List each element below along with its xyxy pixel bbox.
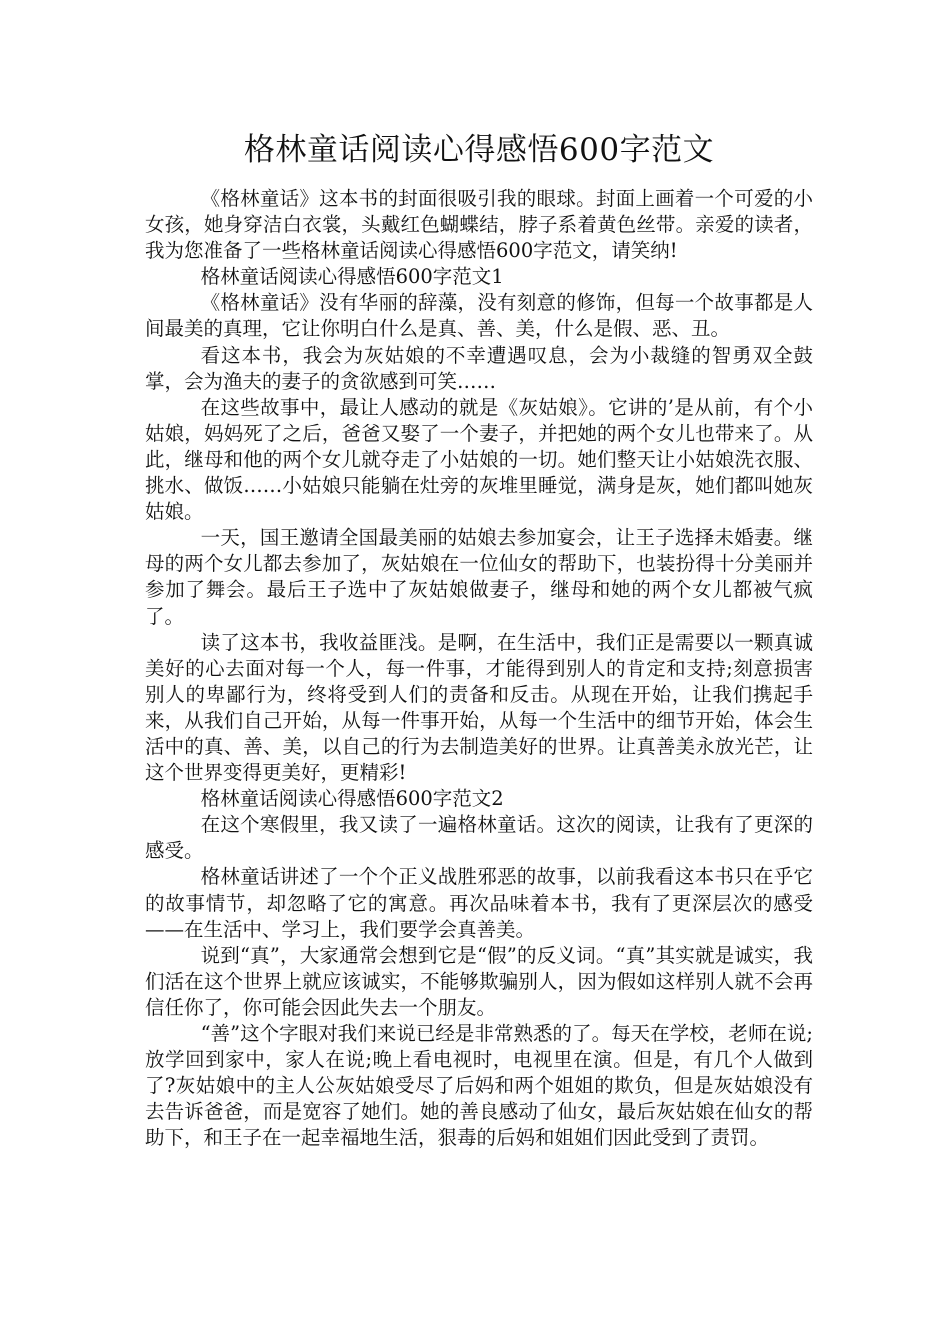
document-page <box>145 0 813 1151</box>
body-paragraph: “善”这个字眼对我们来说已经是非常熟悉的了。每天在学校，老师在说;放学回到家中，家人在说;晚上看电视时，电视里在演。但是，有几个人做到了?灰姑娘中的主人公灰姑娘受尽了后妈和两个姐姐的欺负，但是灰姑娘没有去告诉爸爸，而是宽容了她们。她的善良感动了仙女，最后灰姑娘在仙女的帮助下，和王子在一起幸福地生活，狠毒的后妈和姐姐们因此受到了责罚。 <box>145 1022 813 1150</box>
intro-paragraph: 《格林童话》这本书的封面很吸引我的眼球。封面上画着一个可爱的小女孩，她身穿洁白衣裳，头戴红色蝴蝶结，脖子系着黄色丝带。亲爱的读者，我为您准备了一些格林童话阅读心得感悟600字范文，请笑纳! <box>145 187 813 263</box>
body-paragraph: 读了这本书，我收益匪浅。是啊，在生活中，我们正是需要以一颗真诚美好的心去面对每一个人，每一件事，才能得到别人的肯定和支持;刻意损害别人的卑鄙行为，终将受到人们的责备和反击。从现在开始，让我们携起手来，从我们自己开始，从每一件事开始，从每一个生活中的细节开始，体会生活中的真、善、美，以自己的行为去制造美好的世界。让真善美永放光芒，让这个世界变得更美好，更精彩! <box>145 630 813 785</box>
document-title: 格林童话阅读心得感悟600字范文 <box>243 132 715 168</box>
body-paragraph: 看这本书，我会为灰姑娘的不幸遭遇叹息，会为小裁缝的智勇双全鼓掌，会为渔夫的妻子的贪欲感到可笑…… <box>145 343 813 393</box>
section-heading-1: 格林童话阅读心得感悟600字范文1 <box>200 265 504 289</box>
body-paragraph: 《格林童话》没有华丽的辞藻，没有刻意的修饰，但每一个故事都是人间最美的真理，它让你明白什么是真、善、美，什么是假、恶、丑。 <box>145 291 813 341</box>
body-paragraph: 说到“真”，大家通常会想到它是“假”的反义词。“真”其实就是诚实，我们活在这个世界上就应该诚实，不能够欺骗别人，因为假如这样别人就不会再信任你了，你可能会因此失去一个朋友。 <box>145 943 813 1019</box>
body-paragraph: 一天，国王邀请全国最美丽的姑娘去参加宴会，让王子选择未婚妻。继母的两个女儿都去参加了，灰姑娘在一位仙女的帮助下，也装扮得十分美丽并参加了舞会。最后王子选中了灰姑娘做妻子，继母和她的两个女儿都被气疯了。 <box>145 526 813 628</box>
body-paragraph: 在这些故事中，最让人感动的就是《灰姑娘》。它讲的’是从前，有个小姑娘，妈妈死了之后，爸爸又娶了一个妻子，并把她的两个女儿也带来了。从此，继母和他的两个女儿就夺走了小姑娘的一切。她们整天让小姑娘洗衣服、挑水、做饭……小姑娘只能躺在灶旁的灰堆里睡觉，满身是灰，她们都叫她灰姑娘。 <box>145 395 813 524</box>
body-paragraph: 在这个寒假里，我又读了一遍格林童话。这次的阅读，让我有了更深的感受。 <box>145 813 813 863</box>
section-heading-2: 格林童话阅读心得感悟600字范文2 <box>200 787 504 811</box>
body-paragraph: 格林童话讲述了一个个正义战胜邪恶的故事，以前我看这本书只在乎它的故事情节，却忽略了它的寓意。再次品味着本书，我有了更深层次的感受——在生活中、学习上，我们要学会真善美。 <box>145 865 813 941</box>
document-body <box>145 186 813 1151</box>
